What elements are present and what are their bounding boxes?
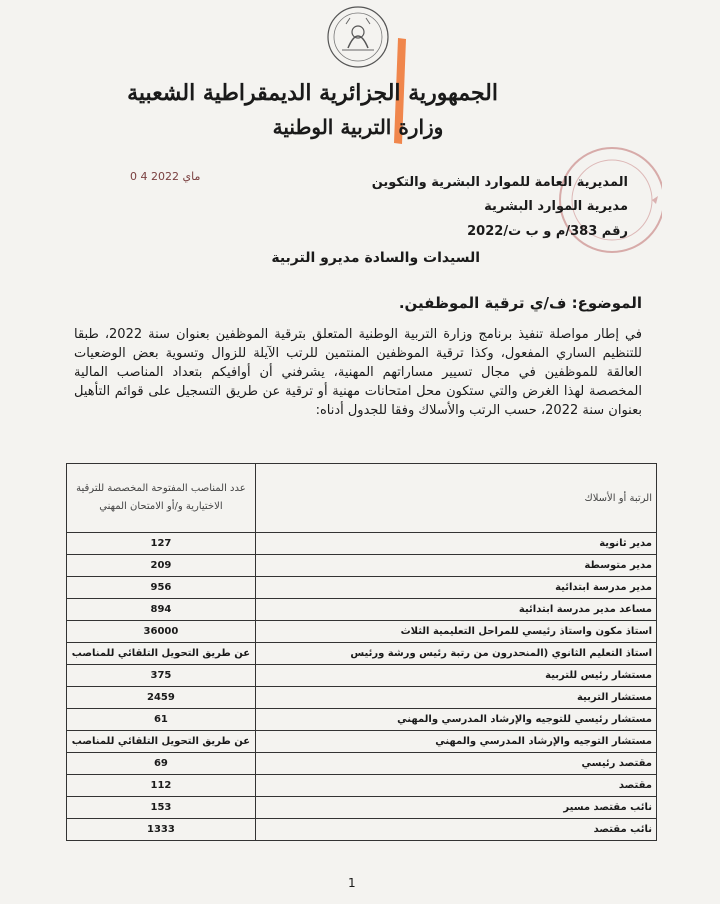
count-column-header: عدد المناصب المفتوحة المخصصة للترقية الاختيارية و/أو الامتحان المهني	[67, 464, 256, 533]
count-cell: 153	[67, 797, 256, 819]
table-header-row	[67, 464, 657, 533]
national-emblem-icon	[320, 4, 396, 70]
count-cell: 36000	[67, 621, 256, 643]
grade-cell: مستشار رئيس للتربية	[255, 665, 656, 687]
grade-cell: مستشار رئيسي للتوجيه والإرشاد المدرسي والمهني	[255, 709, 656, 731]
table-row	[67, 775, 657, 797]
table-row	[67, 709, 657, 731]
grade-cell: نائب مقتصد مسير	[255, 797, 656, 819]
grade-cell: استاذ مكون واستاذ رئيسي للمراحل التعليمية الثلاث	[255, 621, 656, 643]
count-cell: 894	[67, 599, 256, 621]
table-row	[67, 555, 657, 577]
grade-cell: مدير مدرسة ابتدائية	[255, 577, 656, 599]
count-cell: 375	[67, 665, 256, 687]
table-row	[67, 665, 657, 687]
grade-cell: نائب مقتصد	[255, 819, 656, 841]
grade-cell: مقتصد رئيسي	[255, 753, 656, 775]
grade-cell: مدير متوسطة	[255, 555, 656, 577]
ministry-title: وزارة التربية الوطنية	[272, 115, 444, 139]
count-cell: 1333	[67, 819, 256, 841]
grade-cell: مساعد مدير مدرسة ابتدائية	[255, 599, 656, 621]
count-cell: 112	[67, 775, 256, 797]
subject-line: الموضوع: ف/ي ترقية الموظفين.	[398, 294, 642, 312]
table-row	[67, 533, 657, 555]
count-cell: عن طريق التحويل التلقائي للمناصب	[67, 643, 256, 665]
reference-number: رقم 383/م و ب ت/2022	[467, 224, 628, 239]
count-cell: 209	[67, 555, 256, 577]
grade-cell: مستشار التربية	[255, 687, 656, 709]
count-cell: 69	[67, 753, 256, 775]
grade-column-header: الرتبة أو الأسلاك	[255, 464, 656, 533]
table-row	[67, 753, 657, 775]
table-row	[67, 621, 657, 643]
table-row	[67, 599, 657, 621]
directorate: مديرية الموارد البشرية	[484, 199, 628, 214]
grade-cell: مستشار التوجيه والإرشاد المدرسي والمهني	[255, 731, 656, 753]
table-row	[67, 577, 657, 599]
grade-cell: استاذ التعليم الثانوي (المنحدرون من رتبة رئيس ورشة ورئيس	[255, 643, 656, 665]
republic-title: الجمهورية الجزائرية الديمقراطية الشعبية	[127, 80, 498, 106]
count-cell: 956	[67, 577, 256, 599]
table-row	[67, 687, 657, 709]
addressee: السيدات والسادة مديرو التربية	[271, 250, 480, 266]
count-cell: 127	[67, 533, 256, 555]
table-row	[67, 731, 657, 753]
page-number: 1	[348, 876, 356, 890]
table-row	[67, 797, 657, 819]
table-row	[67, 643, 657, 665]
count-cell: عن طريق التحويل التلقائي للمناصب	[67, 731, 256, 753]
count-cell: 61	[67, 709, 256, 731]
grade-cell: مقتصد	[255, 775, 656, 797]
count-cell: 2459	[67, 687, 256, 709]
table-row	[67, 819, 657, 841]
directorate-general: المديرية العامة للموارد البشرية والتكوين	[371, 175, 628, 190]
body-paragraph: في إطار مواصلة تنفيذ برنامج وزارة التربية الوطنية المتعلق بترقية الموظفين بعنوان سنة 2022، طبقا للتنظيم الساري المفعول، وكذا ترقية الموظفين المنتمين للرتب الآيلة للزوال وتسوية بعض الوضعيات العالقة للموظفين في مجال تسيير مساراتهم المهنية، يشرفني أن أوافيكم بتعداد المناصب المالية المخصصة لهذا الغرض والتي ستكون محل امتحانات مهنية أو ترقية عن طريق التسجيل على قوائم التأهيل بعنوان سنة 2022، حسب الرتب والأسلاك وفقا للجدول أدناه:	[74, 327, 643, 418]
grade-cell: مدير ثانوية	[255, 533, 656, 555]
positions-table	[66, 463, 657, 841]
date-stamp: 0 4 ماي 2022	[130, 170, 201, 183]
